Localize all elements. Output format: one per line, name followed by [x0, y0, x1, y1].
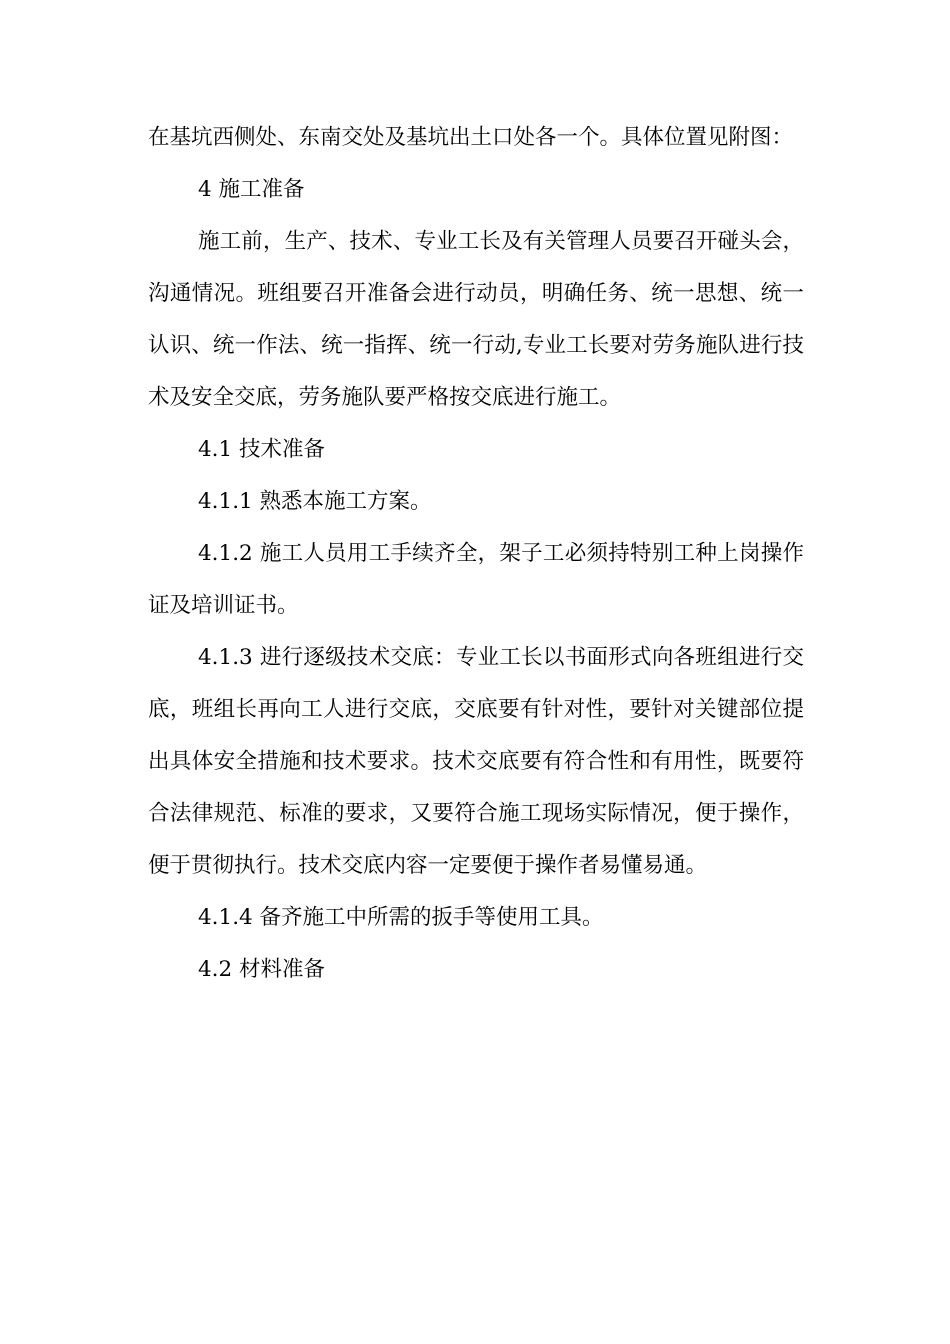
paragraph-4-1-1: 4.1.1 熟悉本施工方案。: [198, 489, 432, 514]
paragraph-4-1-4: 4.1.4 备齐施工中所需的扳手等使用工具。: [198, 905, 604, 930]
paragraph-location-continuation: 在基坑西侧处、东南交处及基坑出土口处各一个。具体位置见附图：: [148, 125, 794, 150]
heading-section-4-2: 4.2 材料准备: [198, 957, 326, 982]
paragraph-preconstruction-meeting: 施工前，生产、技术、专业工长及有关管理人员要召开碰头会，沟通情况。班组要召开准备会进行动员，明确任务、统一思想、统一认识、统一作法、统一指挥、统一行动,专业工长要对劳务施队进行技术及安全交底，劳务施队要严格按交底进行施工。: [148, 229, 804, 410]
paragraph-4-1-3: 4.1.3 进行逐级技术交底：专业工长以书面形式向各班组进行交底，班组长再向工人进行交底，交底要有针对性，要针对关键部位提出具体安全措施和技术要求。技术交底要有符合性和有用性，既要符合法律规范、标准的要求，又要符合施工现场实际情况，便于操作，便于贯彻执行。技术交底内容一定要便于操作者易懂易通。: [148, 645, 804, 878]
heading-section-4-1: 4.1 技术准备: [198, 437, 326, 462]
paragraph-4-1-2: 4.1.2 施工人员用工手续齐全，架子工必须持特别工种上岗操作证及培训证书。: [148, 541, 804, 618]
document-body: [148, 112, 804, 996]
heading-section-4: 4 施工准备: [198, 177, 305, 202]
